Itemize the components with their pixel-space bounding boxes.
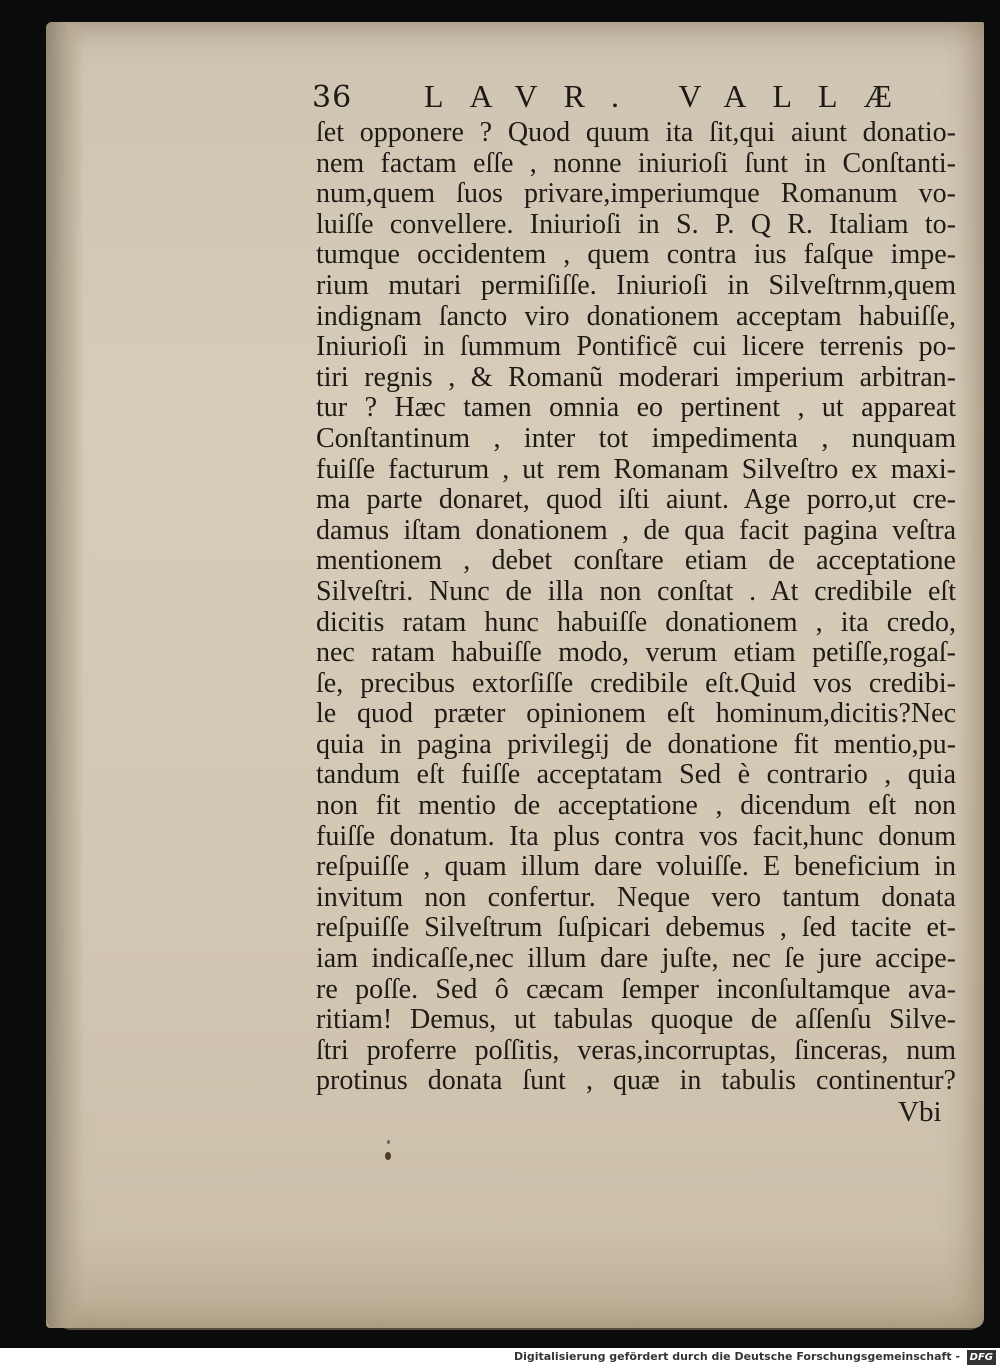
text-line: indignam ſancto viro donationem acceptam habuiſſe, <box>316 300 956 332</box>
text-line: tumque occidentem , quem contra ius faſque impe- <box>316 239 956 271</box>
text-line: non fit mentio de acceptatione , dicendum eſt non <box>316 790 956 822</box>
text-line: Silveſtri. Nunc de illa non conſtat . At credibile eſt <box>316 575 956 607</box>
body-text <box>316 118 956 1097</box>
page-gutter-shadow <box>46 22 84 1328</box>
text-line: nem factam eſſe , nonne iniurioſi ſunt in Conſtanti- <box>316 147 956 179</box>
text-line: reſpuiſſe , quam illum dare voluiſſe. E beneficium in <box>316 851 956 883</box>
text-line: re poſſe. Sed ô cæcam ſemper inconſultamque ava- <box>316 973 956 1005</box>
text-line: protinus donata ſunt , quæ in tabulis continentur? <box>316 1065 956 1097</box>
text-line: ma parte donaret, quod iſti aiunt. Age porro,ut cre- <box>316 484 956 516</box>
text-line: fuiſſe donatum. Ita plus contra vos facit,hunc donum <box>316 820 956 852</box>
text-line: le quod præter opinionem eſt hominum,dicitis?Nec <box>316 698 956 730</box>
text-line: num,quem ſuos privare,imperiumque Romanum vo- <box>316 178 956 210</box>
text-line: invitum non confertur. Neque vero tantum donata <box>316 881 956 913</box>
text-line: luiſſe convellere. Iniurioſi in S. P. Q R. Italiam to- <box>316 208 956 240</box>
text-line: damus iſtam donationem , de qua facit pagina veſtra <box>316 514 956 546</box>
catchword: Vbi <box>898 1096 942 1128</box>
running-head: LAVR. VALLÆ <box>424 78 919 114</box>
text-line: iam indicaſſe,nec illum dare juſte, nec ſe jure accipe- <box>316 943 956 975</box>
text-line: quia in pagina privilegij de donatione fit mentio,pu- <box>316 728 956 760</box>
page-header <box>312 76 919 120</box>
text-line: Conſtantinum , inter tot impedimenta , nunquam <box>316 422 956 454</box>
footer-credit: Digitalisierung gefördert durch die Deutsche Forschungsgemeinschaft - <box>513 1350 960 1363</box>
text-line: dicitis ratam hunc habuiſſe donationem , ita credo, <box>316 606 956 638</box>
text-line: ritiam! Demus, ut tabulas quoque de aſſenſu Silve- <box>316 1004 956 1036</box>
text-line: ſe, precibus extorſiſſe credibile eſt.Quid vos credibi- <box>316 667 956 699</box>
ink-speck <box>387 1140 390 1144</box>
text-line: fuiſſe facturum , ut rem Romanam Silveſtro ex maxi- <box>316 453 956 485</box>
ink-speck <box>385 1152 391 1160</box>
digitization-footer <box>0 1348 1000 1368</box>
text-line: tiri regnis , & Romanũ moderari imperium arbitran- <box>316 361 956 393</box>
text-line: tandum eſt fuiſſe acceptatam Sed è contrario , quia <box>316 759 956 791</box>
text-line: mentionem , debet conſtare etiam de acceptatione <box>316 545 956 577</box>
dfg-logo: DFG <box>967 1350 996 1365</box>
page-number: 36 <box>312 80 353 115</box>
text-line: nec ratam habuiſſe modo, verum etiam petiſſe,rogaſ- <box>316 637 956 669</box>
text-line: rium mutari permiſiſſe. Iniurioſi in Silveſtrnm,quem <box>316 269 956 301</box>
page-wear-stain <box>60 1230 980 1330</box>
text-line: reſpuiſſe Silveſtrum ſuſpicari debemus , ſed tacite et- <box>316 912 956 944</box>
text-line: Iniurioſi in ſummum Pontificẽ cui licere terrenis po- <box>316 331 956 363</box>
text-line: ſet opponere ? Quod quum ita ſit,qui aiunt donatio- <box>316 117 956 148</box>
text-line: ſtri proferre poſſitis, veras,incorruptas, ſinceras, num <box>316 1034 956 1066</box>
text-line: tur ? Hæc tamen omnia eo pertinent , ut appareat <box>316 392 956 424</box>
